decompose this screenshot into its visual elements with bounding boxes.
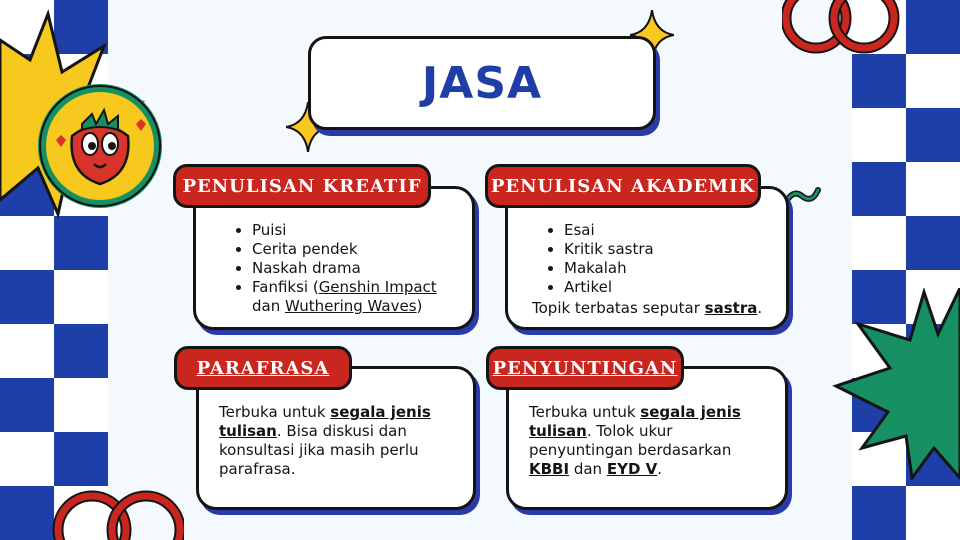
page-title: JASA xyxy=(421,57,543,109)
text-part: . Tolok ukur penyuntingan berdasarkan xyxy=(529,422,732,459)
tag-parafrasa xyxy=(174,346,352,390)
tag-penyuntingan xyxy=(486,346,684,390)
list-item: • Makalah xyxy=(564,259,790,278)
text-part: Terbuka untuk xyxy=(529,403,641,421)
tag-label: PENULISAN AKADEMIK xyxy=(490,175,756,197)
list-item xyxy=(252,278,470,316)
tag-label: PENYUNTINGAN xyxy=(492,357,678,379)
tag-label: PARAFRASA xyxy=(196,357,330,379)
akademik-list xyxy=(542,221,790,297)
parafrasa-text xyxy=(219,403,459,479)
text-part: Terbuka untuk xyxy=(219,403,331,421)
bold-text: KBBI xyxy=(529,460,570,478)
akademik-note xyxy=(532,299,792,318)
tag-penulisan-kreatif xyxy=(173,164,431,208)
text-part: dan xyxy=(569,460,607,478)
fanfic-prefix: Fanfiksi ( xyxy=(252,278,319,296)
bold-text: segala jenis tulisan xyxy=(529,403,741,440)
text-part: . Bisa diskusi dan konsultasi jika masih perlu parafrasa. xyxy=(219,422,419,478)
fanfic-suffix: ) xyxy=(416,297,423,315)
wuthering-waves-link[interactable]: Wuthering Waves xyxy=(285,297,417,315)
bold-text: segala jenis tulisan xyxy=(219,403,431,440)
penyuntingan-text xyxy=(529,403,769,479)
tag-label: PENULISAN KREATIF xyxy=(182,175,422,197)
list-item: • Artikel xyxy=(564,278,790,297)
tag-penulisan-akademik xyxy=(485,164,761,208)
list-item: • Esai xyxy=(564,221,790,240)
fanfic-mid: dan xyxy=(252,297,285,315)
list-item: • Cerita pendek xyxy=(252,240,470,259)
note-suffix: . xyxy=(757,299,763,317)
rings-icon xyxy=(782,0,902,58)
text-part: . xyxy=(657,460,663,478)
note-bold: sastra xyxy=(704,299,758,317)
strawberry-sticker-icon xyxy=(38,84,162,208)
note-prefix: Topik terbatas seputar xyxy=(532,299,705,317)
rings-icon xyxy=(52,486,184,540)
bold-text: EYD V xyxy=(606,460,658,478)
list-item: • Kritik sastra xyxy=(564,240,790,259)
list-item: • Naskah drama xyxy=(252,259,470,278)
list-item: • Puisi xyxy=(252,221,470,240)
green-starburst-icon xyxy=(832,288,960,480)
genshin-impact-link[interactable]: Genshin Impact xyxy=(318,278,437,296)
title-box xyxy=(308,36,656,130)
kreatif-list xyxy=(230,221,470,316)
